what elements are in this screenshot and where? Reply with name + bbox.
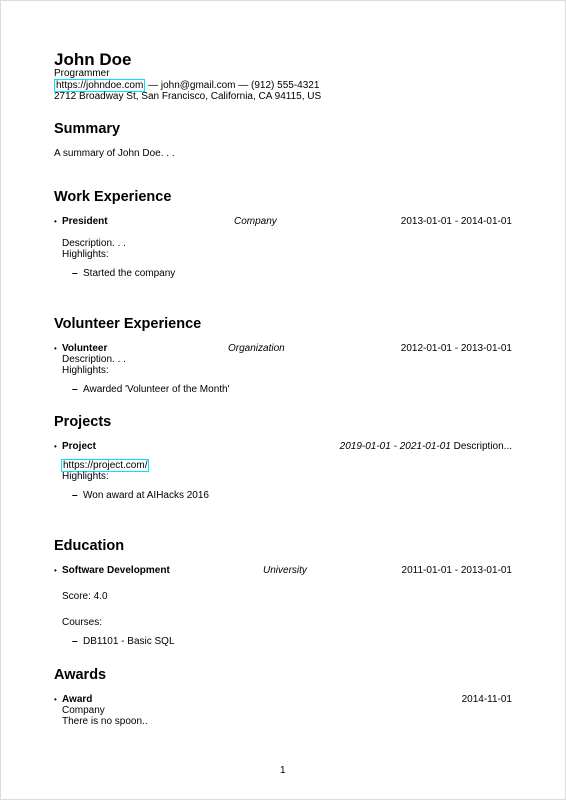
work-dates: 2013-01-01 - 2014-01-01 [400, 216, 512, 227]
project-dates-description [340, 441, 512, 453]
person-name: John Doe [54, 50, 132, 69]
work-highlight: Started the company [83, 268, 176, 279]
dash: – [72, 490, 78, 501]
education-area: Software Development [62, 565, 170, 576]
bullet: • [54, 695, 57, 704]
project-dates: 2019-01-01 - 2021-01-01 [339, 441, 451, 452]
phone: (912) 555-4321 [251, 80, 320, 91]
dash: – [72, 268, 78, 279]
summary-text: A summary of John Doe. . . [54, 148, 175, 159]
bullet: • [54, 217, 57, 226]
page-number: 1 [280, 765, 286, 776]
award-summary: There is no spoon.. [62, 716, 148, 727]
education-score: Score: 4.0 [62, 591, 108, 602]
dash: – [72, 384, 78, 395]
project-highlights-label: Highlights: [62, 471, 109, 482]
work-heading: Work Experience [54, 189, 172, 205]
award-awarder: Company [62, 705, 105, 716]
award-date: 2014-11-01 [461, 694, 512, 705]
work-position: President [62, 216, 108, 227]
website-link[interactable]: https://johndoe.com [56, 80, 144, 91]
education-institution: University [263, 565, 307, 576]
education-heading: Education [54, 538, 125, 554]
volunteer-dates: 2012-01-01 - 2013-01-01 [400, 343, 512, 354]
dash: – [72, 636, 78, 647]
volunteer-highlight: Awarded 'Volunteer of the Month' [83, 384, 230, 395]
work-company: Company [234, 216, 277, 227]
volunteer-heading: Volunteer Experience [54, 316, 202, 332]
education-courses-label: Courses: [62, 617, 103, 628]
awards-heading: Awards [54, 667, 107, 683]
work-description: Description. . . [62, 238, 126, 249]
volunteer-position: Volunteer [62, 343, 108, 354]
separator: — [238, 80, 249, 91]
bullet: • [54, 442, 57, 451]
project-description: Description... [453, 441, 512, 452]
education-course: DB1101 - Basic SQL [83, 636, 175, 647]
projects-heading: Projects [54, 414, 112, 430]
volunteer-organization: Organization [228, 343, 285, 354]
work-highlights-label: Highlights: [62, 249, 109, 260]
education-dates: 2011-01-01 - 2013-01-01 [401, 565, 512, 576]
email: john@gmail.com [160, 80, 236, 91]
address: 2712 Broadway St, San Francisco, California, CA 94115, US [54, 91, 322, 102]
project-highlight: Won award at AIHacks 2016 [83, 490, 209, 501]
volunteer-highlights-label: Highlights: [62, 365, 109, 376]
award-title: Award [62, 694, 93, 705]
bullet: • [54, 566, 57, 575]
project-name: Project [62, 441, 96, 452]
project-url-link[interactable]: https://project.com/ [63, 460, 148, 471]
bullet: • [54, 344, 57, 353]
summary-heading: Summary [54, 121, 121, 137]
separator: — [148, 80, 159, 91]
volunteer-description: Description. . . [62, 354, 126, 365]
person-label: Programmer [54, 68, 110, 79]
